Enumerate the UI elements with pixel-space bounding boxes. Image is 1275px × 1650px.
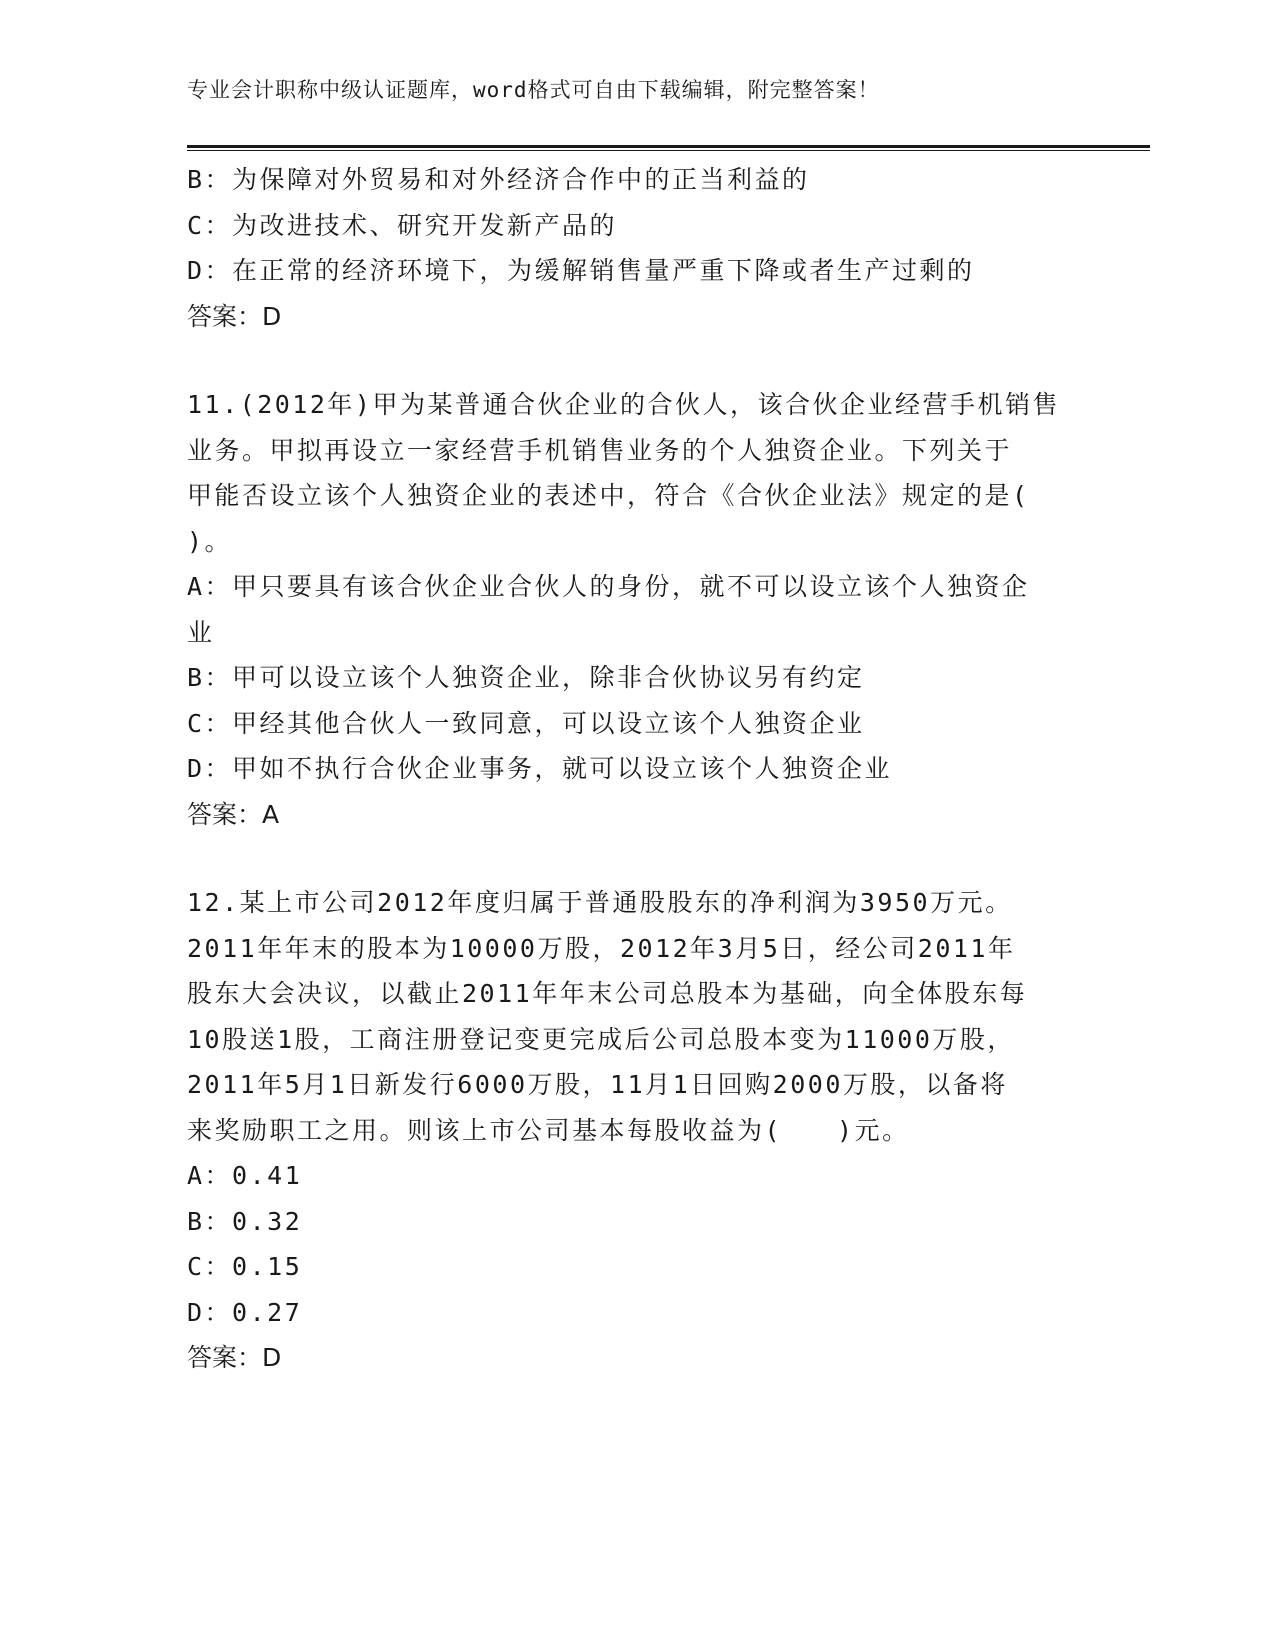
q12-answer: 答案：D — [187, 1343, 282, 1372]
q11-stem-line: 业务。甲拟再设立一家经营手机销售业务的个人独资企业。下列关于 — [187, 435, 1013, 465]
document-body — [187, 157, 1087, 1381]
q11-option-b: B：甲可以设立该个人独资企业，除非合伙协议另有约定 — [187, 663, 865, 692]
q10-option-c: C：为改进技术、研究开发新产品的 — [187, 210, 618, 240]
q12-option-d: D：0.27 — [187, 1297, 303, 1327]
q11-stem-line: 甲能否设立该个人独资企业的表述中，符合《合伙企业法》规定的是( — [187, 481, 1030, 510]
q10-option-d: D：在正常的经济环境下，为缓解销售量严重下降或者生产过剩的 — [187, 256, 975, 285]
q12-stem-line: 10股送1股，工商注册登记变更完成后公司总股本变为11000万股， — [187, 1024, 1015, 1054]
q12-option-c: C：0.15 — [187, 1252, 303, 1281]
q12-option-a: A：0.41 — [187, 1161, 303, 1190]
question-11 — [187, 382, 1087, 837]
q12-option-b: B：0.32 — [187, 1206, 303, 1236]
header-divider-thin — [187, 150, 1150, 151]
q12-stem-line: 股东大会决议，以截止2011年年末公司总股本为基础，向全体股东每 — [187, 979, 1028, 1008]
q12-stem-line: 2011年年末的股本为10000万股，2012年3月5日，经公司2011年 — [187, 933, 1016, 963]
q11-option-a-cont: 业 — [187, 617, 215, 647]
q12-stem-line: 12.某上市公司2012年度归属于普通股股东的净利润为3950万元。 — [187, 888, 1013, 917]
q10-option-b: B：为保障对外贸易和对外经济合作中的正当利益的 — [187, 165, 810, 194]
q12-stem-line: 来奖励职工之用。则该上市公司基本每股收益为( )元。 — [187, 1115, 910, 1145]
header-divider-thick — [187, 145, 1150, 148]
q11-answer: 答案：A — [187, 799, 280, 829]
spacer — [187, 339, 1087, 382]
q11-option-a: A：甲只要具有该合伙企业合伙人的身份，就不可以设立该个人独资企 — [187, 572, 1030, 601]
q11-option-d: D：甲如不执行合伙企业事务，就可以设立该个人独资企业 — [187, 754, 893, 783]
q11-stem-line: )。 — [187, 526, 233, 556]
question-10-tail — [187, 157, 1087, 339]
q12-stem-line: 2011年5月1日新发行6000万股，11月1日回购2000万股，以备将 — [187, 1070, 1008, 1099]
spacer — [187, 837, 1087, 880]
question-12 — [187, 880, 1087, 1381]
q10-answer: 答案：D — [187, 301, 282, 331]
q11-stem-line: 11.(2012年)甲为某普通合伙企业的合伙人，该合伙企业经营手机销售 — [187, 390, 1060, 419]
q11-option-c: C：甲经其他合伙人一致同意，可以设立该个人独资企业 — [187, 708, 865, 738]
page-header: 专业会计职称中级认证题库，word格式可自由下载编辑，附完整答案！ — [187, 78, 880, 102]
